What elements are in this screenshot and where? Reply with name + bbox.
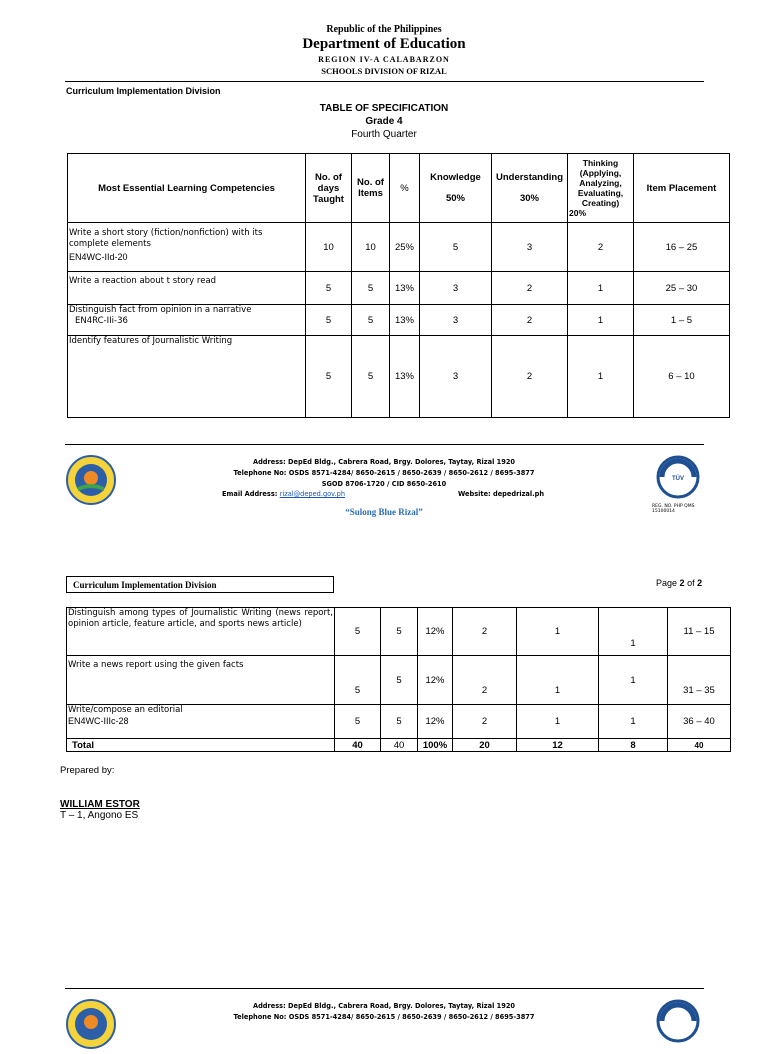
- knowledge-pct: 50%: [445, 193, 465, 204]
- header-understanding: [492, 154, 568, 223]
- items-cell: 5: [381, 656, 418, 705]
- placement-cell: 16 – 25: [634, 223, 730, 272]
- table-header-row: [68, 154, 730, 223]
- understanding-label: Understanding: [495, 172, 564, 183]
- footer-website: Website: depedrizal.ph: [458, 490, 545, 498]
- percent-cell: 13%: [390, 305, 420, 336]
- days-cell: 5: [306, 305, 352, 336]
- header-placement: Item Placement: [634, 154, 730, 223]
- percent-cell: 12%: [418, 656, 453, 705]
- total-percent: 100%: [418, 739, 453, 752]
- days-cell: 10: [306, 223, 352, 272]
- prepared-by-label: Prepared by:: [60, 765, 115, 776]
- days-cell: 5: [335, 705, 381, 739]
- footer-rule-2: [65, 988, 704, 989]
- preparer-name: WILLIAM ESTOR: [60, 799, 140, 810]
- total-thinking: 8: [599, 739, 668, 752]
- understanding-cell: 2: [492, 272, 568, 305]
- table-row: [68, 305, 730, 336]
- footer-email: [222, 490, 345, 498]
- table-row: [68, 272, 730, 305]
- competency-cell: [67, 656, 335, 705]
- table-row: [67, 608, 731, 656]
- knowledge-cell: 3: [420, 272, 492, 305]
- grade-label: Grade 4: [365, 116, 403, 127]
- total-days: 40: [335, 739, 381, 752]
- percent-cell: 13%: [390, 272, 420, 305]
- competency-cell: [68, 272, 306, 305]
- items-cell: 10: [352, 223, 390, 272]
- placement-cell: 36 – 40: [668, 705, 731, 739]
- items-cell: 5: [381, 608, 418, 656]
- knowledge-cell: 3: [420, 336, 492, 418]
- knowledge-cell: 3: [420, 305, 492, 336]
- thinking-cell: 1: [568, 305, 634, 336]
- competency-cell: [67, 705, 335, 739]
- placement-cell: 1 – 5: [634, 305, 730, 336]
- competency-text: Write a reaction about t story read: [69, 276, 217, 286]
- total-understanding: 12: [517, 739, 599, 752]
- page-current: 2: [679, 578, 685, 588]
- understanding-cell: 2: [492, 336, 568, 418]
- competency-cell: [68, 223, 306, 272]
- iso-logo-icon: [656, 455, 700, 499]
- tos-table-page1: [67, 153, 730, 418]
- svg-text:TÜV: TÜV: [672, 476, 684, 482]
- tos-table-page2: [66, 607, 731, 752]
- competency-cell: [68, 305, 306, 336]
- total-label: Total: [67, 739, 335, 752]
- days-cell: 5: [306, 336, 352, 418]
- thinking-cell: 2: [568, 223, 634, 272]
- footer-sgod: SGOD 8706-1720 / CID 8650-2610: [321, 480, 447, 488]
- division-label: SCHOOLS DIVISION OF RIZAL: [321, 66, 447, 76]
- competency-code: EN4WC-IId-20: [69, 252, 128, 262]
- footer-motto: “Sulong Blue Rizal”: [345, 507, 423, 517]
- knowledge-label: Knowledge: [430, 172, 481, 183]
- items-cell: 5: [381, 705, 418, 739]
- competency-text: Distinguish among types of Journalistic Writing (news report, opinion article, feature article, and sports news article): [68, 608, 333, 629]
- items-cell: 5: [352, 272, 390, 305]
- placement-cell: 25 – 30: [634, 272, 730, 305]
- header-knowledge: [420, 154, 492, 223]
- competency-text: Write a short story (fiction/nonfiction) with its complete elements: [69, 228, 263, 249]
- total-items: 40: [381, 739, 418, 752]
- understanding-cell: 2: [492, 305, 568, 336]
- items-cell: 5: [352, 305, 390, 336]
- thinking-cell: 1: [599, 608, 668, 656]
- knowledge-cell: 2: [453, 656, 517, 705]
- thinking-cell: 1: [599, 656, 668, 705]
- footer-address: Address: DepEd Bldg., Cabrera Road, Brgy. Dolores, Taytay, Rizal 1920: [252, 458, 515, 466]
- header-items: No. of Items: [352, 154, 390, 223]
- republic-label: Republic of the Philippines: [326, 24, 442, 35]
- thinking-label: Thinking (Applying, Analyzing, Evaluating, Creating): [577, 158, 624, 208]
- percent-cell: 12%: [418, 705, 453, 739]
- competency-cell: [68, 336, 306, 418]
- footer-telephone-2: Telephone No: OSDS 8571-4284/ 8650-2615 / 8650-2639 / 8650-2612 / 8695-3877: [233, 1013, 535, 1021]
- days-cell: 5: [306, 272, 352, 305]
- region-label: REGION IV-A CALABARZON: [318, 55, 450, 64]
- days-cell: 5: [335, 656, 381, 705]
- percent-cell: 25%: [390, 223, 420, 272]
- knowledge-cell: 2: [453, 608, 517, 656]
- header-rule: [65, 81, 704, 82]
- understanding-pct: 30%: [519, 193, 539, 204]
- total-knowledge: 20: [453, 739, 517, 752]
- competency-text: Write/compose an editorial: [68, 705, 183, 715]
- iso-logo-icon: [656, 999, 700, 1043]
- competency-text: Distinguish fact from opinion in a narrative: [69, 305, 252, 315]
- placement-cell: 31 – 35: [668, 656, 731, 705]
- competency-text: Identify features of Journalistic Writing: [69, 336, 233, 346]
- percent-cell: 12%: [418, 608, 453, 656]
- office-label: Curriculum Implementation Division: [66, 86, 221, 96]
- thinking-cell: 1: [599, 705, 668, 739]
- department-title: Department of Education: [302, 36, 466, 52]
- table-row: [67, 705, 731, 739]
- placement-cell: 6 – 10: [634, 336, 730, 418]
- page-number: [656, 578, 702, 588]
- understanding-cell: 1: [517, 608, 599, 656]
- competency-code: EN4WC-IIIc-28: [68, 716, 129, 726]
- knowledge-cell: 2: [453, 705, 517, 739]
- total-placement: 40: [668, 739, 731, 752]
- iso-badge: [652, 455, 704, 514]
- page-of: of: [687, 578, 695, 588]
- footer-rule: [65, 444, 704, 445]
- understanding-cell: 1: [517, 656, 599, 705]
- placement-cell: 11 – 15: [668, 608, 731, 656]
- document-title: TABLE OF SPECIFICATION: [319, 103, 449, 114]
- iso-reg-number: REG. NO. PHP QMS 15100014: [652, 504, 695, 514]
- percent-cell: 13%: [390, 336, 420, 418]
- email-label: Email Address:: [222, 490, 278, 498]
- items-cell: 5: [352, 336, 390, 418]
- table-row: [68, 336, 730, 418]
- table-row: [67, 656, 731, 705]
- email-link[interactable]: rizal@deped.gov.ph: [279, 490, 346, 498]
- competency-code: EN4RC-IIi-36: [75, 316, 128, 326]
- header-thinking: [568, 154, 634, 223]
- thinking-pct: 20%: [569, 208, 587, 218]
- knowledge-cell: 5: [420, 223, 492, 272]
- office-box: Curriculum Implementation Division: [66, 576, 334, 593]
- header-days: No. of days Taught: [306, 154, 352, 223]
- header-competencies: Most Essential Learning Competencies: [68, 154, 306, 223]
- footer-address-2: Address: DepEd Bldg., Cabrera Road, Brgy. Dolores, Taytay, Rizal 1920: [252, 1002, 515, 1010]
- understanding-cell: 3: [492, 223, 568, 272]
- thinking-cell: 1: [568, 336, 634, 418]
- page-label: Page: [656, 578, 678, 588]
- table-row: [68, 223, 730, 272]
- competency-text: Write a news report using the given facts: [68, 660, 244, 670]
- quarter-label: Fourth Quarter: [351, 129, 417, 140]
- header-percent: %: [390, 154, 420, 223]
- footer-telephone: Telephone No: OSDS 8571-4284/ 8650-2615 / 8650-2639 / 8650-2612 / 8695-3877: [233, 469, 535, 477]
- total-row: [67, 739, 731, 752]
- days-cell: 5: [335, 608, 381, 656]
- thinking-cell: 1: [568, 272, 634, 305]
- competency-cell: [67, 608, 335, 656]
- understanding-cell: 1: [517, 705, 599, 739]
- page-total: 2: [697, 578, 703, 588]
- preparer-position: T – 1, Angono ES: [60, 810, 139, 821]
